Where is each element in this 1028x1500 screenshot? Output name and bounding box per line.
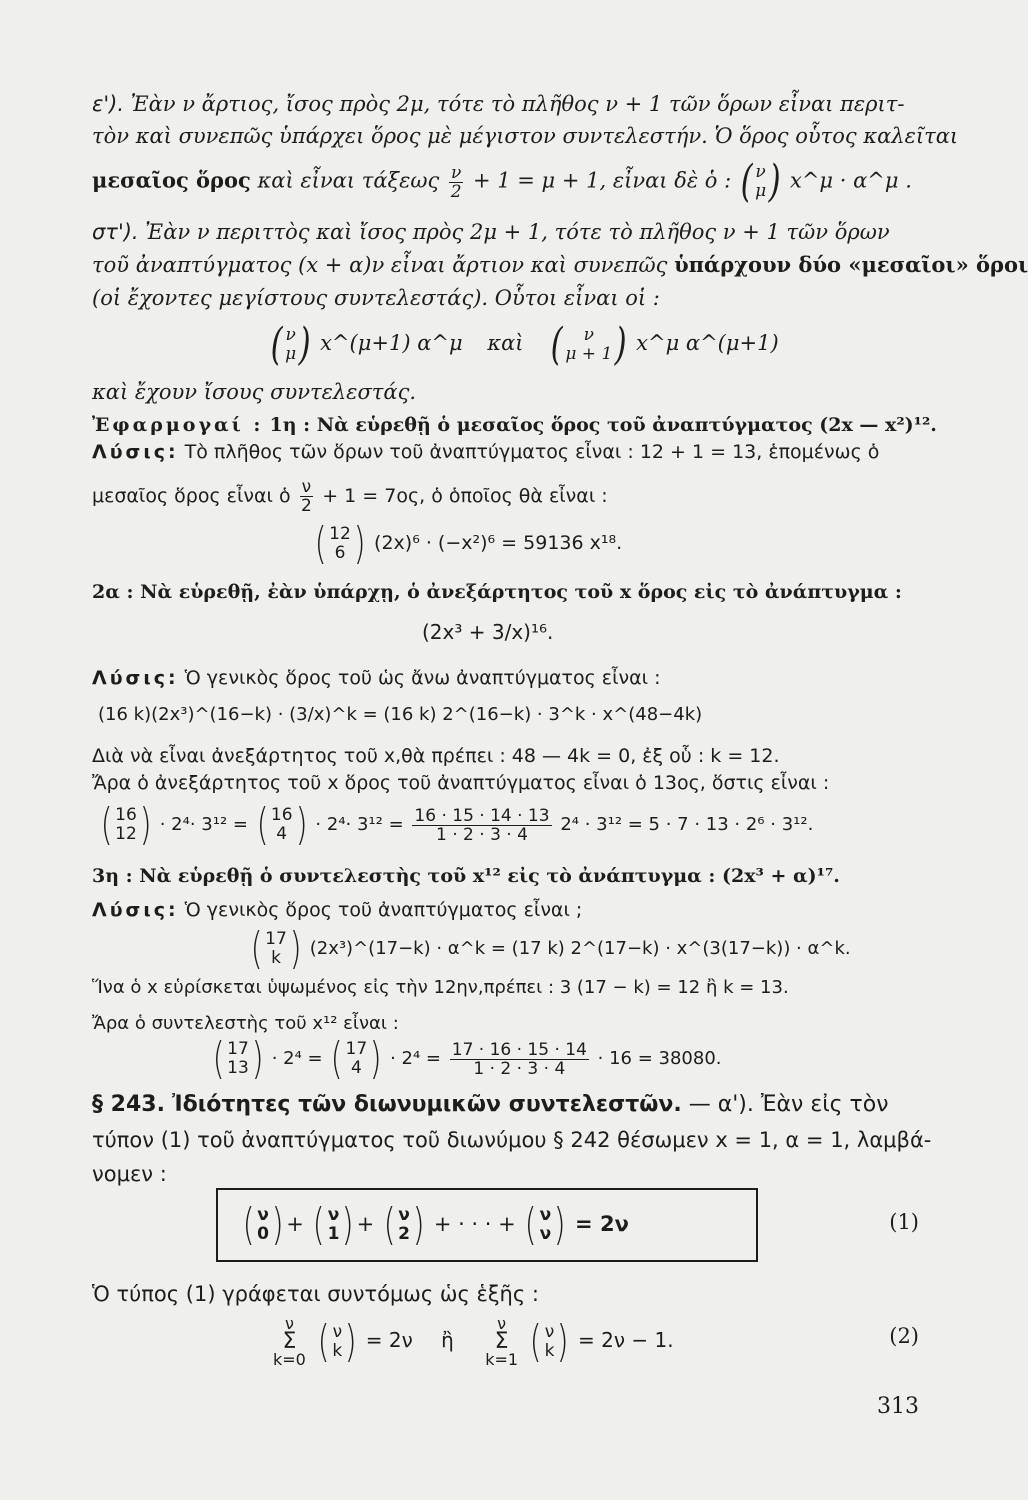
application-2-title: 2α : Νὰ εὑρεθῇ, ἐὰν ὑπάρχῃ, ὁ ἀνεξάρτητος τοῦ x ὅρος εἰς τὸ ἀνάπτυγμα : — [92, 581, 902, 603]
item-e-line3: μεσαῖος ὅρος καὶ εἶναι τάξεως $\frac{\nu}{2}$ + 1 = μ + 1, εἶναι δὲ ὁ : ( ν μ ) x^μ · α^μ . — [92, 156, 912, 207]
application-2-result: ( 16 12 ) · 2⁴· 3¹² = ( 16 4 ) · 2⁴· 3¹² = $\frac{16 \cdot 15 \cdot 14 \cdot 13}{1 \cdot 2 \cdot 3 \cdot 4}$ 2⁴ · 3¹² = 5 · 7 · 13 · 2⁶ · 3¹². — [100, 799, 814, 850]
item-st-line5: καὶ ἔχουν ἴσους συντελεστάς. — [92, 380, 417, 404]
equation-number-2: (2) — [889, 1324, 919, 1348]
application-3-title: 3η : Νὰ εὑρεθῇ ὁ συντελεστὴς τοῦ x¹² εἰς τὸ ἀνάπτυγμα : (2x³ + α)¹⁷. — [92, 865, 840, 887]
section-heading: § 243. Ἰδιότητες τῶν διωνυμικῶν συντελεστῶν. — α'). Ἐὰν εἰς τὸν — [92, 1092, 889, 1117]
application-2-line-b: Ἄρα ὁ ἀνεξάρτητος τοῦ x ὅρος τοῦ ἀναπτύγματος εἶναι ὁ 13ος, ὅστις εἶναι : — [92, 772, 830, 794]
application-3-line-a: Ἵνα ὁ x εὑρίσκεται ὑψωμένος εἰς τὴν 12ην,πρέπει : 3 (17 − k) = 12 ἢ k = 13. — [92, 977, 789, 998]
application-1-solution: Λύσις: Τὸ πλῆθος τῶν ὅρων τοῦ ἀναπτύγματος εἶναι : 12 + 1 = 13, ἑπομένως ὁ — [92, 441, 880, 463]
section-line4: Ὁ τύπος (1) γράφεται συντόμως ὡς ἑξῆς : — [92, 1282, 539, 1306]
sum-formulas: ν Σ k=0 ( ν k ) = 2ν ἢ ν Σ k=1 ( ν k ) = 2ν − 1. — [273, 1313, 674, 1369]
application-2-line-a: Διὰ νὰ εἶναι ἀνεξάρτητος τοῦ x,θὰ πρέπει : 48 — 4k = 0, ἐξ οὗ : k = 12. — [92, 745, 780, 767]
item-e-line2: τὸν καὶ συνεπῶς ὑπάρχει ὅρος μὲ μέγιστον συντελεστήν. Ὁ ὅρος οὗτος καλεῖται — [92, 124, 959, 148]
section-line3: νομεν : — [92, 1162, 167, 1186]
application-2-general-term: (16 k)(2x³)^(16−k) · (3/x)^k = (16 k) 2^(16−k) · 3^k · x^(48−4k) — [98, 704, 703, 725]
application-2-solution: Λύσις: Ὁ γενικὸς ὅρος τοῦ ὡς ἄνω ἀναπτύγματος εἶναι : — [92, 667, 661, 689]
item-st-line2: τοῦ ἀναπτύγματος (x + α)ν εἶναι ἄρτιον καὶ συνεπῶς ὑπάρχουν δύο «μεσαῖοι» ὅροι — [92, 252, 1028, 277]
application-2-expression: (2x³ + 3/x)¹⁶. — [422, 620, 554, 644]
item-st-label: στ'). — [92, 220, 139, 244]
item-st-line1: στ'). Ἐὰν ν περιττὸς καὶ ἴσος πρὸς 2μ + 1, τότε τὸ πλῆθος ν + 1 τῶν ὅρων — [92, 220, 890, 244]
application-3-general-term: ( 17 k ) (2x³)^(17−k) · α^k = (17 k) 2^(17−k) · x^(3(17−k)) · α^k. — [250, 923, 851, 974]
item-st-line3: (οἱ ἔχοντες μεγίστους συντελεστάς). Οὗτοι εἶναι οἱ : — [92, 286, 660, 310]
fraction: $\frac{\nu}{2}$ — [450, 162, 462, 202]
page-number: 313 — [877, 1394, 919, 1419]
item-e-line1: ε'). Ἐὰν ν ἄρτιος, ἴσος πρὸς 2μ, τότε τὸ πλῆθος ν + 1 τῶν ὅρων εἶναι περιτ- — [92, 92, 905, 116]
application-1-line2: μεσαῖος ὅρος εἶναι ὁ $\frac{\nu}{2}$ + 1 = 7ος, ὁ ὁποῖος θὰ εἶναι : — [92, 477, 608, 516]
application-3-solution: Λύσις: Ὁ γενικὸς ὅρος τοῦ ἀναπτύγματος εἶναι ; — [92, 899, 583, 921]
binomial: ( ν μ ) — [740, 156, 781, 207]
identity-formula: ( ν 0 ) + ( ν 1 ) + ( ν 2 ) + · · · + ( ν ν ) = 2ν — [242, 1199, 629, 1250]
section-line2: τύπον (1) τοῦ ἀναπτύγματος τοῦ διωνύμου § 242 θέσωμεν x = 1, α = 1, λαμβά- — [92, 1128, 932, 1152]
application-1-title: Ἐφαρμογαί : 1η : Νὰ εὑρεθῇ ὁ μεσαῖος ὅρος τοῦ ἀναπτύγματος (2x — x²)¹². — [92, 414, 937, 436]
equation-number-1: (1) — [889, 1210, 919, 1234]
application-1-result: ( 12 6 ) (2x)⁶ · (−x²)⁶ = 59136 x¹⁸. — [314, 517, 623, 569]
item-e-label: ε'). — [92, 92, 124, 116]
application-3-result: ( 17 13 ) · 2⁴ = ( 17 4 ) · 2⁴ = $\frac{17 \cdot 16 \cdot 15 \cdot 14}{1 \cdot 2 \cdot 3 \cdot 4}$ · 16 = 38080. — [212, 1033, 722, 1084]
middle-terms-formula: ( ν μ ) x^(μ+1) α^μ καὶ ( ν μ + 1 ) x^μ α^(μ+1) — [270, 318, 779, 370]
application-3-line-b: Ἄρα ὁ συντελεστὴς τοῦ x¹² εἶναι : — [92, 1013, 399, 1034]
